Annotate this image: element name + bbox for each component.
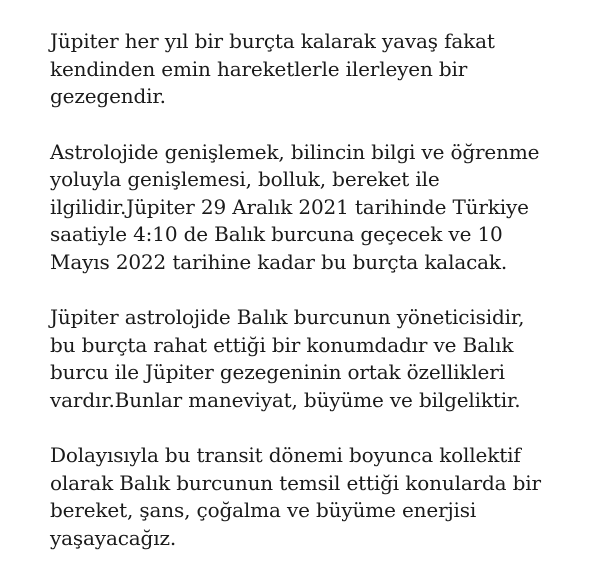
text-line: Mayıs 2022 tarihine kadar bu burçta kalacak. — [50, 249, 508, 274]
text-line: saatiyle 4:10 de Balık burcuna geçecek ve 10 — [50, 222, 503, 246]
text-line: yoluyla genişlemesi, bolluk, bereket ile — [50, 167, 440, 191]
text-line: Astrolojide genişlemek, bilincin bilgi ve öğrenme — [50, 139, 540, 164]
text-line: Dolayısıyla bu transit dönemi boyunca kollektif — [50, 443, 521, 467]
paragraph-transit-energy — [50, 442, 570, 552]
text-line: Jüpiter her yıl bir burçta kalarak yavaş fakat — [50, 29, 495, 53]
paragraph-jupiter-intro — [50, 28, 570, 111]
text-line: bereket, şans, çoğalma ve büyüme enerjisi — [50, 498, 477, 522]
text-line: ilgilidir.Jüpiter 29 Aralık 2021 tarihinde Türkiye — [50, 194, 529, 219]
paragraph-pisces-ruler — [50, 304, 570, 414]
text-line: gezegendir. — [50, 84, 166, 108]
text-line: bu burçta rahat ettiği bir konumdadır ve Balık — [50, 332, 514, 357]
text-line: olarak Balık burcunun temsil ettiği konularda bir — [50, 470, 541, 495]
text-line: burcu ile Jüpiter gezegeninin ortak özellikleri — [50, 360, 505, 384]
text-line: kendinden emin hareketlerle ilerleyen bir — [50, 56, 468, 81]
paragraph-astrology-dates — [50, 139, 570, 277]
text-line: vardır.Bunlar maneviyat, büyüme ve bilgeliktir. — [50, 387, 521, 412]
text-line: Jüpiter astrolojide Balık burcunun yöneticisidir, — [50, 305, 525, 329]
text-line: yaşayacağız. — [50, 525, 177, 550]
